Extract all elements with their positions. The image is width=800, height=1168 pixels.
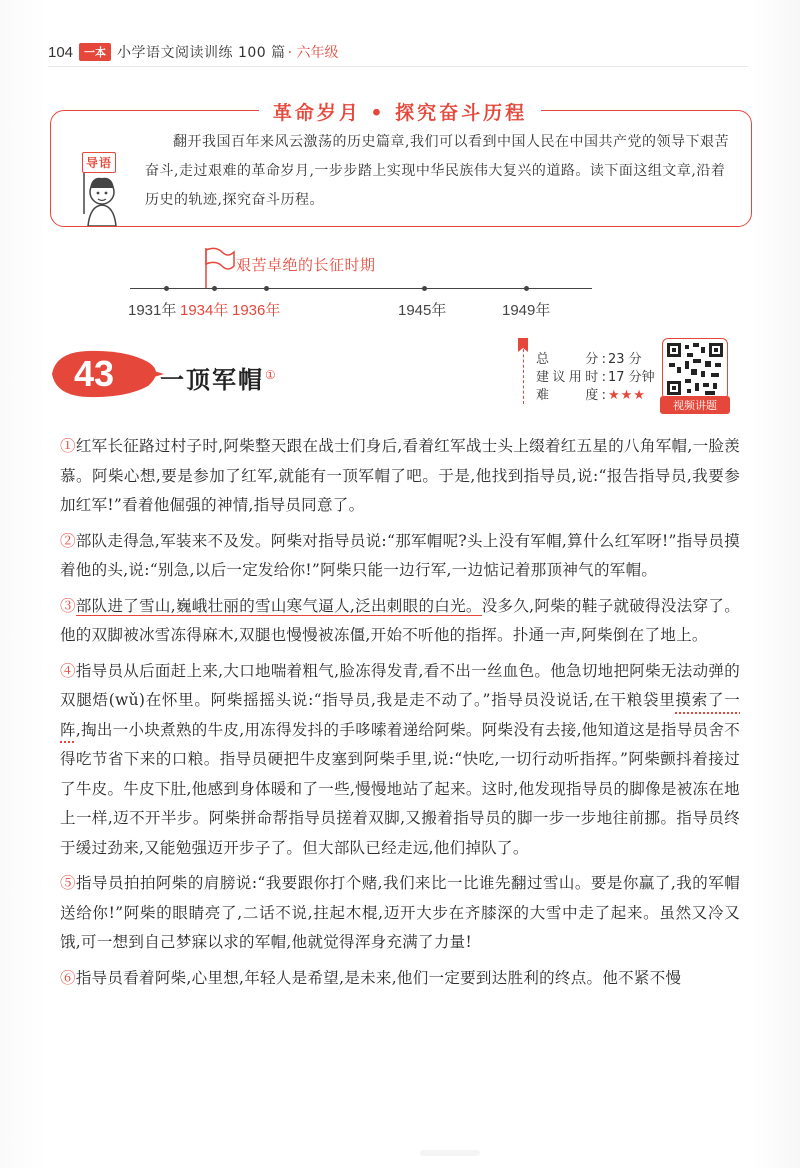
brand-badge: 一本 [79,43,111,61]
paragraph-text: ,掏出一小块煮熟的牛皮,用冻得发抖的手哆嗦着递给阿柴。阿柴没有去接,他知道这是指导员舍不得吃节省下来的口粮。指导员硬把牛皮塞到阿柴手里,说:“快吃,一切行动听指挥。”阿柴颤抖着接过了牛皮。牛皮下肚,他感到身体暖和了一些,慢慢地站了起来。这时,他发现指导员的脚像是被冻在地上一样,迈不开半步。阿柴拼命帮指导员搓着双脚,又搬着指导员的脚一步一步地往前挪。指导员终于缓过劲来,又能勉强迈开步子了。但大部队已经走远,他们掉队了。 [60,720,740,857]
paragraph-text: 红军长征路过村子时,阿柴整天跟在战士们身后,看着红军战士头上缀着红五星的八角军帽,一脸羡慕。阿柴心想,要是参加了红军,就能有一顶军帽了吧。于是,他找到指导员,说:“报告指导员,我要参加红军!”看着他倔强的神情,指导员同意了。 [60,437,740,514]
paragraph-2 [60,527,740,586]
flag-icon [200,244,236,290]
suggested-time-value: 17 分钟 [608,370,655,385]
suggested-time-label: 建议用时: [536,370,606,385]
lesson-title [160,360,278,395]
paragraph-text: 指导员拍拍阿柴的肩膀说:“我要跟你打个赌,我们来比一比谁先翻过雪山。要是你赢了,我的军帽送给你!”阿柴的眼睛亮了,二话不说,拄起木棍,迈开大步在齐膝深的大雪中走了起来。虽然又冷又饿,可一想到自己梦寐以求的军帽,他就觉得浑身充满了力量! [60,874,741,951]
paragraph-number: ③ [60,596,76,615]
lesson-title-text: 一顶军帽 [160,365,264,394]
header-rule [48,66,748,67]
timeline-dot [212,286,217,291]
intro-title-wrap [0,98,800,125]
paragraph-number: ⑤ [60,874,76,892]
underlined-sentence: 部队进了雪山,巍峨壮丽的雪山寒气逼人,泛出刺眼的白光。 [75,596,482,615]
bookmark-icon [518,338,528,352]
article-body [60,432,740,999]
intro-title: 革命岁月 • 探究奋斗历程 [259,98,541,125]
timeline-axis [130,288,592,289]
timeline-dot [264,286,269,291]
qr-caption[interactable]: 视频讲题 [660,396,730,414]
total-score-value: 23 分 [608,352,642,367]
paragraph-4 [60,657,740,864]
paragraph-text: 指导员从后面赶上来,大口地喘着粗气,脸冻得发青,看不出一丝血色。他急切地把阿柴无法动弹的双腿焐(wǔ)在怀里。阿柴摇摇头说:“指导员,我是走不动了。”指导员没说话,在干粮袋里 [60,661,740,709]
total-score-row [536,348,642,367]
timeline-dot [164,286,169,291]
total-score-label: 总 分: [536,352,606,367]
timeline-year: 1945年 [398,302,447,319]
suggested-time-row [536,366,655,385]
paragraph-text: 没多久,阿柴的鞋子就破得没法穿了。他的双脚被冰雪冻得麻木,双腿也慢慢被冻僵,开始不听他的指挥。扑通一声,阿柴倒在了地上。 [60,596,740,644]
difficulty-stars: ★★★ [608,388,646,403]
lesson-number: 43 [73,353,115,394]
paragraph-3 [60,592,740,651]
qr-pattern-icon [667,343,723,395]
grade-label: · 六年级 [287,45,339,61]
paragraph-5 [60,869,740,958]
intro-text: 翻开我国百年来风云激荡的历史篇章,我们可以看到中国人民在中国共产党的领导下艰苦奋斗,走过艰难的革命岁月,一步步踏上实现中华民族伟大复兴的道路。读下面这组文章,沿着历史的轨迹,探究奋斗历程。 [145,134,729,208]
paragraph-text: 部队走得急,军装来不及发。阿柴对指导员说:“那军帽呢?头上没有军帽,算什么红军呀!”指导员摸着他的头,说:“别急,以后一定发给你!”阿柴只能一边行军,一边惦记着那顶神气的军帽。 [60,531,740,579]
paragraph-number: ④ [60,661,76,680]
paragraph-6 [60,964,740,994]
timeline-dot [524,286,529,291]
footnote-marker[interactable]: ① [265,368,278,382]
period-label: 艰苦卓绝的长征时期 [236,256,376,274]
paragraph-number: ⑥ [60,968,76,987]
guide-sign: 导语 [82,152,116,173]
page-smudge [420,1150,480,1156]
difficulty-label: 难 度: [536,388,606,403]
timeline-year: 1949年 [502,302,551,319]
book-title: 小学语文阅读训练 100 篇 [117,45,286,61]
timeline-year: 1936年 [232,302,281,319]
paragraph-text: 指导员看着阿柴,心里想,年轻人是希望,是未来,他们一定要到达胜利的终点。他不紧不慢 [75,968,682,987]
timeline-dot [422,286,427,291]
paragraph-number: ① [60,437,76,455]
paragraph-number: ② [60,531,76,550]
timeline-year: 1934年 [180,302,229,319]
paragraph-1 [60,432,740,521]
difficulty-row [536,384,646,403]
page-number: 104 [48,43,74,61]
dotted-phrase: 摸索了一阵 [60,691,740,739]
qr-code[interactable] [662,338,728,400]
running-header [48,42,339,62]
timeline-year: 1931年 [128,302,177,319]
